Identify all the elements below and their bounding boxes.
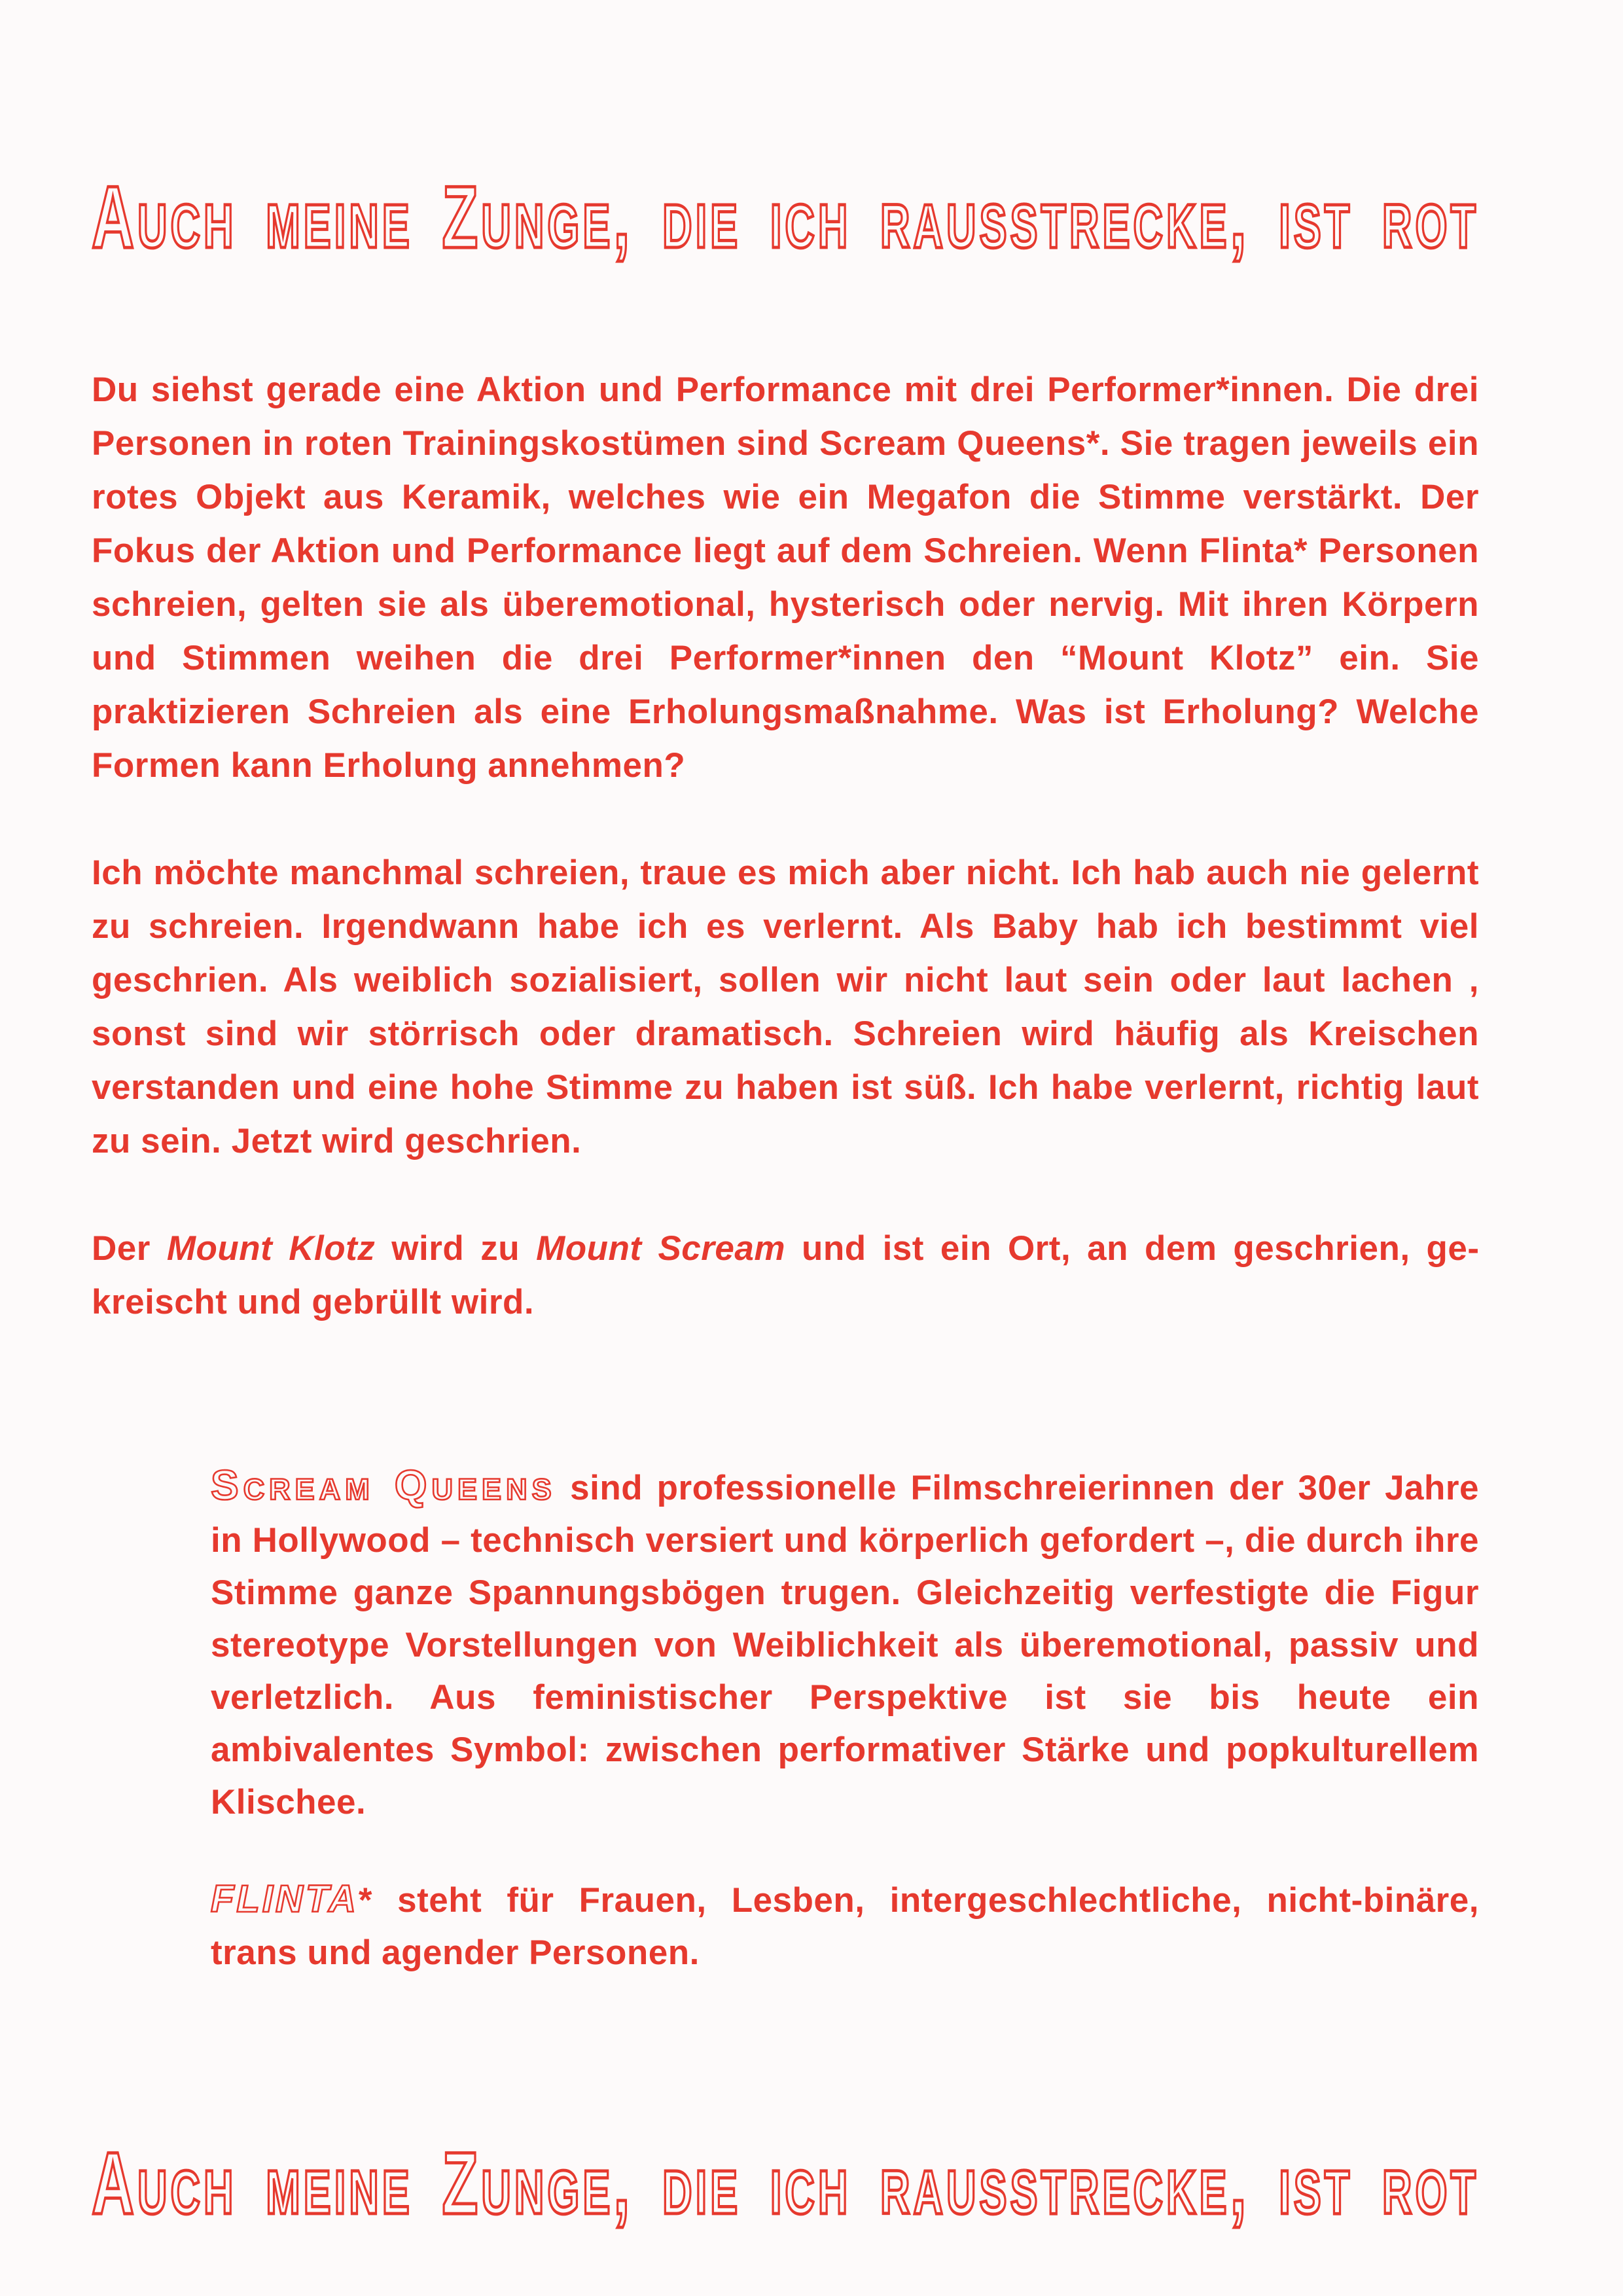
flinta-term: FLINTA bbox=[211, 1878, 359, 1920]
headline-word: ist bbox=[1279, 169, 1353, 268]
headline-word: ich bbox=[770, 169, 851, 268]
headline-word: die bbox=[662, 169, 741, 268]
footnote-scream-queens bbox=[211, 1459, 1479, 1829]
footnotes-section bbox=[92, 1459, 1479, 1979]
scream-queens-term: Scream Queens bbox=[211, 1462, 556, 1509]
footnote-scream-queens-text: sind professionelle Filmschreierinnen der 30er Jahre in Hollywood – technisch versiert und körperlich gefordert –, die durch ihre Stimme ganze Spannungsbögen trugen. Gleichzeitig verfestigte die Figur stereotype Vorstellungen von Weiblichkeit als überemotional, passiv und verletzlich. Aus feministischer Perspektive ist sie bis heute ein ambivalentes Symbol: zwischen performativer Stärke und popkulturellem Klischee. bbox=[211, 1469, 1479, 1821]
headline-word: rausstrecke, bbox=[880, 169, 1250, 268]
footnote-flinta bbox=[211, 1873, 1479, 1979]
flinta-asterisk: * bbox=[358, 1881, 373, 1920]
paragraph-intro: Du siehst gerade eine Aktion und Performance mit drei Performer*innen. Die drei Personen in roten Trainingskostümen sind Scream Queens*. Sie tragen jeweils ein rotes Objekt aus Keramik, welches wie ein Megafon die Stimme verstärkt. Der Fokus der Aktion und Performance liegt auf dem Schreien. Wenn Flinta* Personen schreien, gelten sie als überemotional, hysterisch oder nervig. Mit ihren Körpern und Stimmen weihen die drei Performer*innen den “Mount Klotz” ein. Sie praktizieren Schreien als eine Erholungsmaßnahme. Was ist Erholung? Welche Formen kann Erholung annehmen? bbox=[92, 370, 1479, 785]
headline-word: Zunge, bbox=[442, 169, 633, 268]
headline-top bbox=[92, 141, 1479, 268]
paragraph-3-text: wird zu bbox=[375, 1229, 537, 1268]
footnote-flinta-text: steht für Frauen, Lesben, intergeschlechtliche, nicht-binäre, trans und agender Personen. bbox=[211, 1881, 1479, 1972]
mount-scream-italic: Mount Scream bbox=[536, 1229, 785, 1268]
headline-word: Zunge, bbox=[442, 2135, 633, 2234]
headline-word: meine bbox=[266, 169, 413, 268]
headline-word: rot bbox=[1382, 2135, 1479, 2234]
headline-word: ist bbox=[1279, 2135, 1353, 2234]
headline-word: Auch bbox=[92, 2135, 237, 2234]
paragraph-mount-scream bbox=[92, 1222, 1479, 1329]
paragraph-3-text: und ist ein Ort, an dem geschrien, gekreischt und gebrüllt wird. bbox=[92, 1229, 1480, 1321]
headline-word: ich bbox=[770, 2135, 851, 2234]
headline-word: meine bbox=[266, 2135, 413, 2234]
headline-word: Auch bbox=[92, 169, 237, 268]
headline-bottom bbox=[92, 2107, 1479, 2234]
headline-word: rausstrecke, bbox=[880, 2135, 1250, 2234]
paragraph-3-text: Der bbox=[92, 1229, 167, 1268]
mount-klotz-italic: Mount Klotz bbox=[166, 1229, 376, 1268]
headline-word: die bbox=[662, 2135, 741, 2234]
paragraph-personal: Ich möchte manchmal schreien, traue es mich aber nicht. Ich hab auch nie gelernt zu schreien. Irgendwann habe ich es verlernt. Als Baby hab ich bestimmt viel geschrien. Als weiblich sozialisiert, sollen wir nicht laut sein oder laut lachen , sonst sind wir störrisch oder dramatisch. Schreien wird häufig als Kreischen verstanden und eine hohe Stimme zu haben ist süß. Ich habe verlernt, richtig laut zu sein. Jetzt wird geschrien. bbox=[92, 853, 1479, 1160]
headline-word: rot bbox=[1382, 169, 1479, 268]
body-text bbox=[92, 363, 1479, 1979]
